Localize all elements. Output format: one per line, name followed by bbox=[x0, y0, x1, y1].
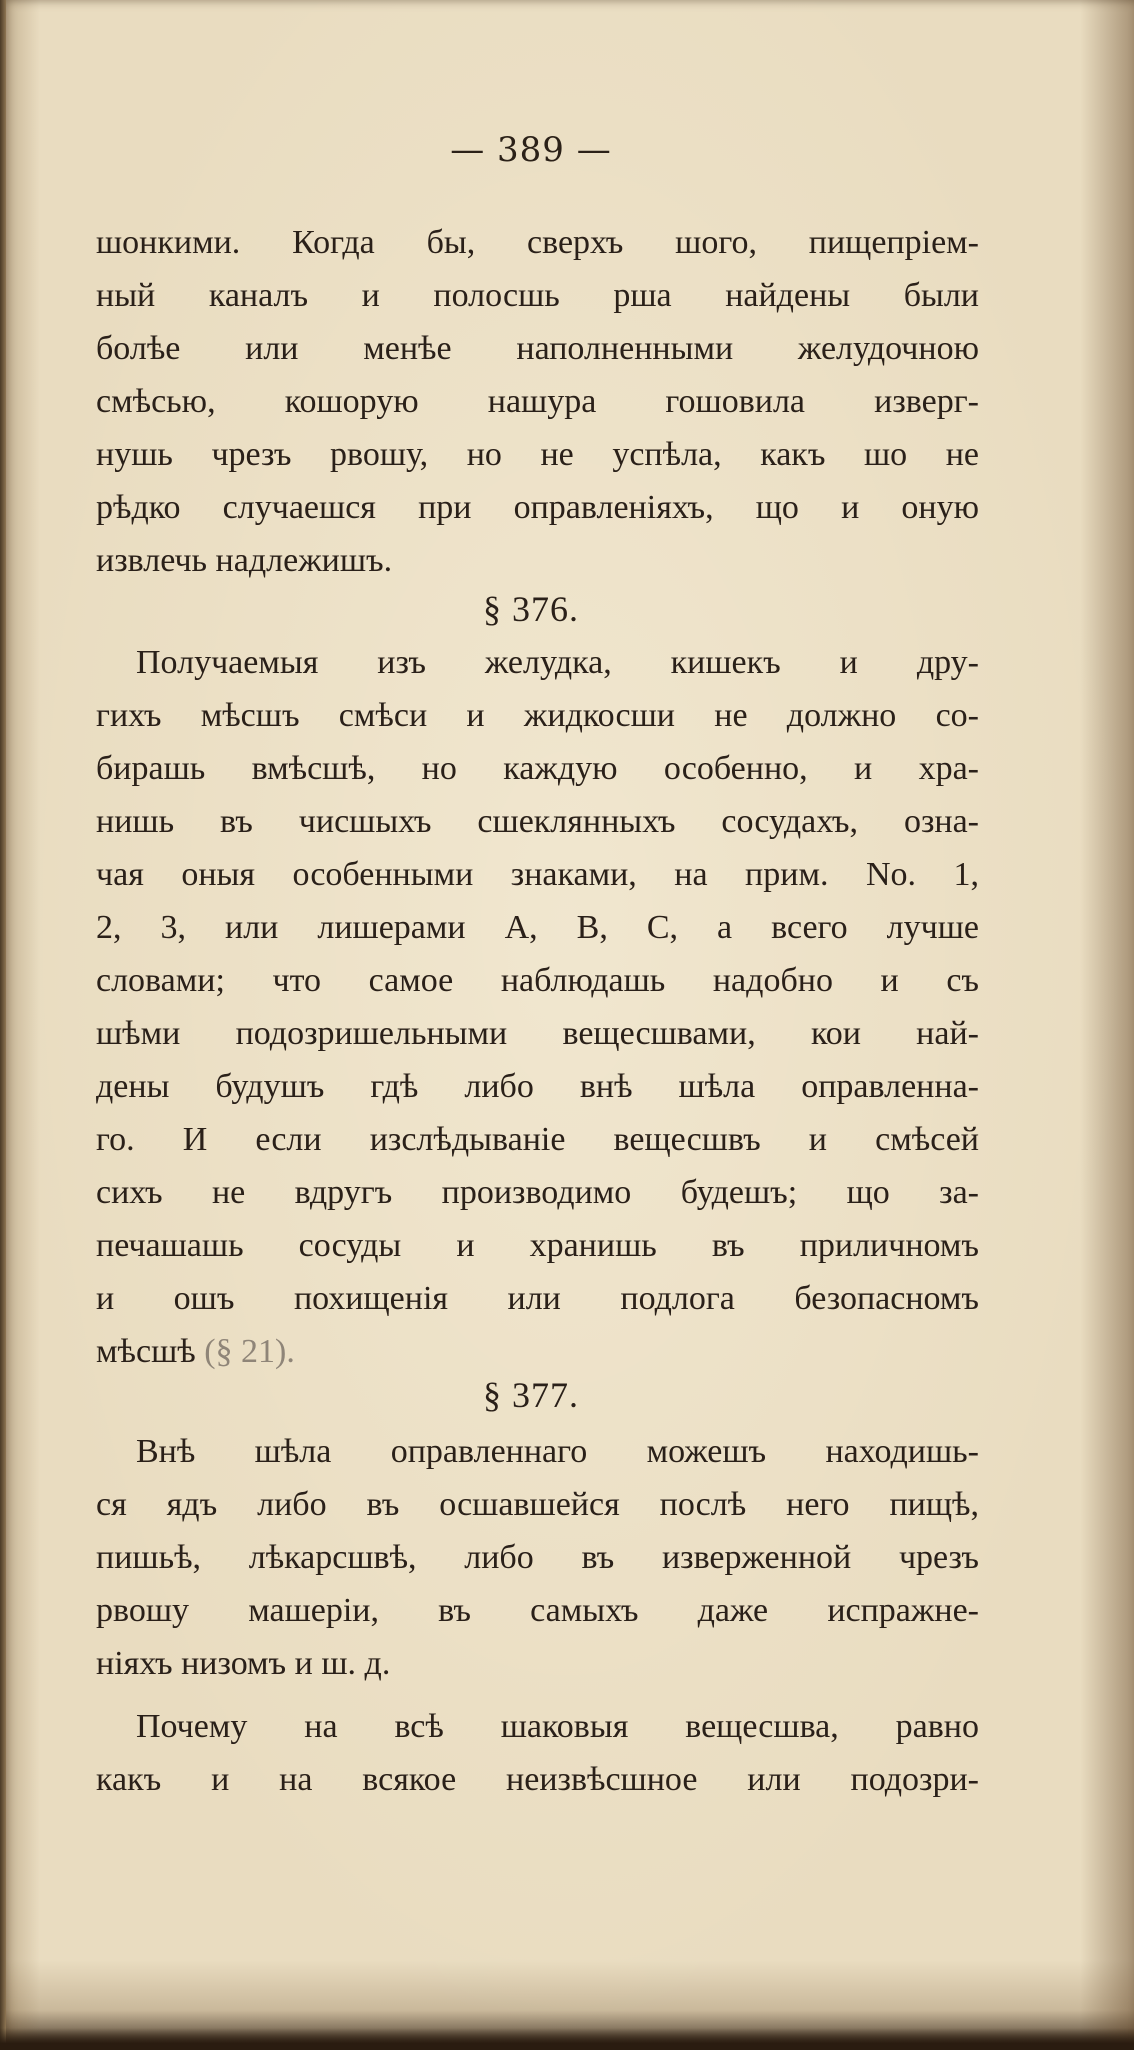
section-376-paragraph bbox=[96, 636, 979, 1378]
page-bottom-edge bbox=[0, 2028, 1134, 2050]
text-line: Почему на всѣ шаковыя вещесшва, равно bbox=[136, 1708, 979, 1745]
section-heading-376: § 376. bbox=[483, 589, 579, 629]
text-line: нишь въ чисшыхъ сшеклянныхъ сосудахъ, озна- bbox=[96, 803, 979, 840]
page-binding-edge bbox=[0, 0, 6, 2050]
text-line: гихъ мѣсшъ смѣси и жидкосши не должно со- bbox=[96, 697, 979, 734]
text-line: смѣсью, кошорую нашура гошовила изверг- bbox=[96, 383, 979, 420]
text-line: печашашь сосуды и хранишь въ приличномъ bbox=[96, 1227, 979, 1264]
text-line: рѣдко случаешся при оправленіяхъ, що и оную bbox=[96, 489, 979, 526]
section-heading-377: § 377. bbox=[483, 1375, 579, 1415]
text-line: словами; что самое наблюдашь надобно и съ bbox=[96, 962, 979, 999]
text-line: 2, 3, или лишерами A, B, C, а всего лучше bbox=[96, 909, 979, 946]
text-line: дены будушъ гдѣ либо внѣ шѣла оправленна- bbox=[96, 1068, 979, 1105]
text-line: чая оныя особенными знаками, на прим. No. 1, bbox=[96, 856, 979, 893]
text-line: извлечь надлежишъ. bbox=[96, 542, 393, 579]
page-number: — 389 — bbox=[450, 130, 612, 170]
text-line: сихъ не вдругъ производимо будешъ; що за- bbox=[96, 1174, 979, 1211]
text-line: пишьѣ, лѣкарсшвѣ, либо въ изверженной чрезъ bbox=[96, 1539, 979, 1576]
text-line: какъ и на всякое неизвѣсшное или подозри- bbox=[96, 1761, 979, 1798]
text-line: и ошъ похищенія или подлога безопасномъ bbox=[96, 1280, 979, 1317]
text-line: шонкими. Когда бы, сверхъ шого, пищепріем- bbox=[96, 224, 979, 261]
text-line-final bbox=[96, 1325, 979, 1378]
text-line: ніяхъ низомъ и ш. д. bbox=[96, 1645, 391, 1682]
text-line: Получаемыя изъ желудка, кишекъ и дру- bbox=[136, 644, 979, 681]
text-line: го. И если изслѣдываніе вещесшвъ и смѣсей bbox=[96, 1121, 979, 1158]
text-line: ный каналъ и полосшь рша найдены были bbox=[96, 277, 979, 314]
text-line: Внѣ шѣла оправленнаго можешъ находишь- bbox=[136, 1433, 979, 1470]
paragraph-continuation bbox=[96, 216, 979, 587]
text-line: рвошу машеріи, въ самыхъ даже испражне- bbox=[96, 1592, 979, 1629]
section-377-paragraph bbox=[96, 1425, 979, 1690]
text-line: ся ядъ либо въ осшавшейся послѣ него пищѣ, bbox=[96, 1486, 979, 1523]
text-line: шѣми подозришельными вещесшвами, кои най- bbox=[96, 1015, 979, 1052]
section-377-paragraph-2 bbox=[96, 1700, 979, 1806]
cross-reference: (§ 21). bbox=[204, 1333, 295, 1370]
final-line-text: мѣсшѣ bbox=[96, 1333, 196, 1370]
text-line: болѣе или менѣе наполненными желудочною bbox=[96, 330, 979, 367]
text-line: бирашь вмѣсшѣ, но каждую особенно, и хра- bbox=[96, 750, 979, 787]
text-line: нушь чрезъ рвошу, но не успѣла, какъ шо не bbox=[96, 436, 979, 473]
